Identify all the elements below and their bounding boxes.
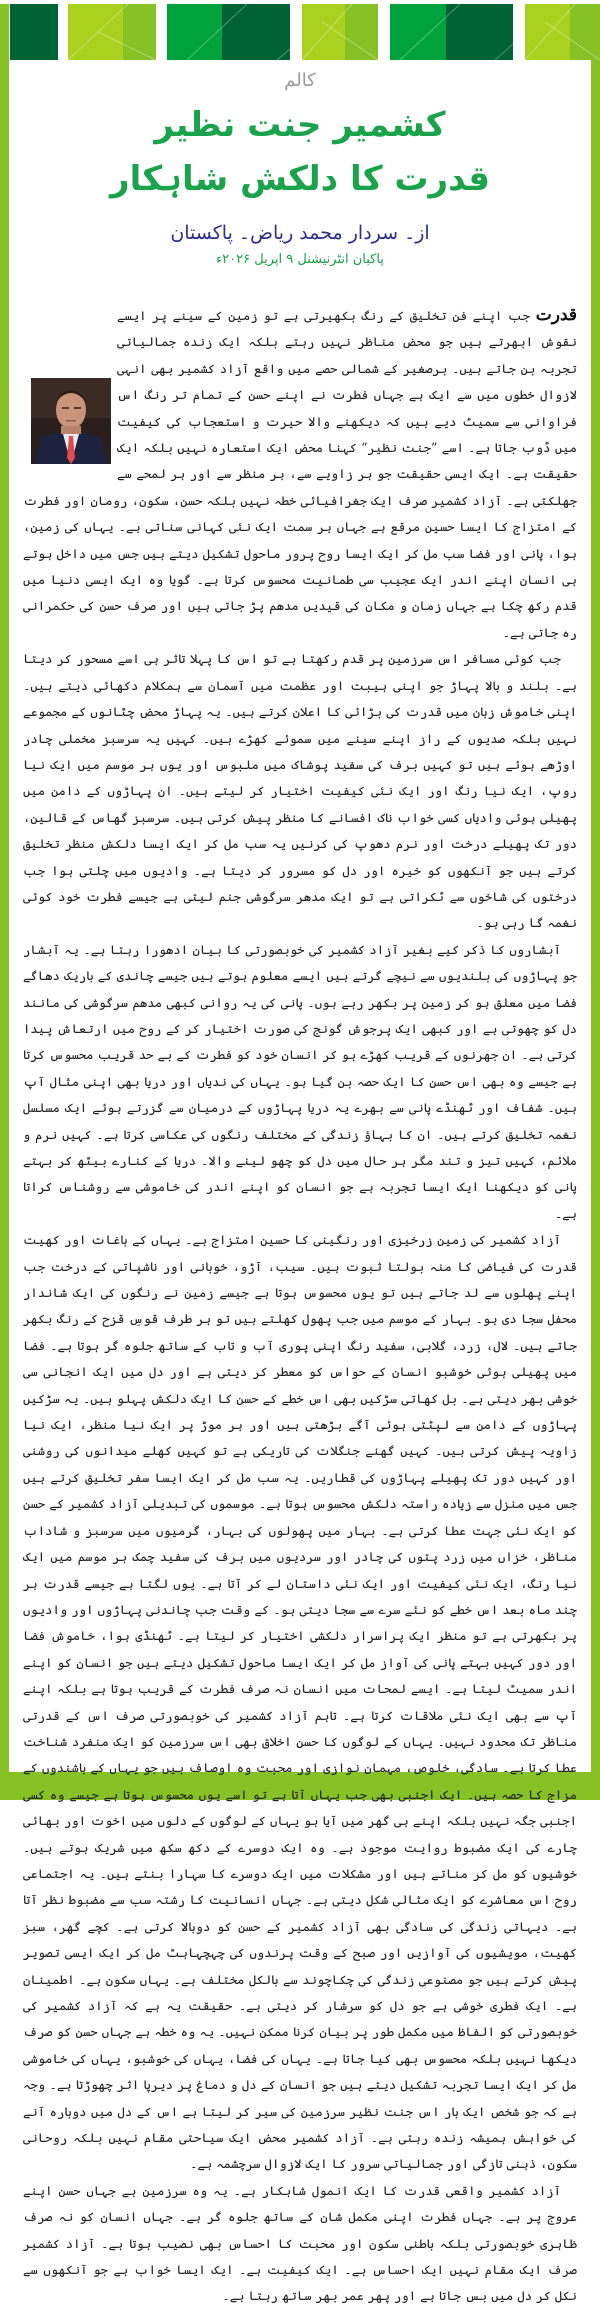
- frame-left-border: [0, 4, 9, 1780]
- article-paragraph: آزاد کشمیر واقعی قدرت کا ایک انمول شاہکار ہے۔ یہ وہ سرزمین ہے جہاں حسن اپنے عروج پر ہے۔ جہاں فطرت اپنی مکمل شان کے ساتھ جلوہ گر ہے۔ جہاں انسان کو نہ صرف ظاہری خوبصورتی بلکہ باطنی سکون اور محبت کا احساس بھی نصیب ہوتا ہے۔ آزاد کشمیر صرف ایک مقام نہیں ایک احساس ہے۔ ایک کیفیت ہے۔ ایک ایسا خواب ہے جو آنکھوں سے نکل کر دل میں بس جاتا ہے اور پھر عمر بھر ساتھ رہتا ہے۔: [23, 2182, 577, 2304]
- headline-line-1: کشمیر جنت نظیر: [154, 105, 446, 145]
- header-block-green: [390, 4, 513, 60]
- author-byline: از۔ سردار محمد ریاض۔ پاکستان: [170, 222, 430, 244]
- header-block-lime: [525, 4, 600, 60]
- author-portrait-icon: [31, 378, 111, 464]
- frame-right-border: [591, 60, 600, 1780]
- article-paragraph: جب کوئی مسافر اس سرزمین پر قدم رکھتا ہے تو اس کا پہلا تاثر ہی اسے مسحور کر دیتا ہے۔ بلند و بالا پہاڑ جو اپنی ہیبت اور عظمت میں آسمان سے ہمکلام دکھائی دیتے ہیں۔ اپنی خاموش زبان میں قدرت کی بڑائی کا اعلان کرتے ہیں۔ یہ پہاڑ محض چٹانوں کے مجموعے نہیں بلکہ صدیوں کے راز اپنے سینے میں سموئے کھڑے ہیں۔ کہیں یہ سرسبز مخملی چادر اوڑھے ہوئے ہیں تو کہیں برف کی سفید پوشاک میں ملبوس اور یوں ہر موسم میں ایک نیا روپ، ایک نیا رنگ اور ایک نئی کیفیت اختیار کر لیتے ہیں۔ ان پہاڑوں کے دامن میں پھیلی ہوئی وادیاں کسی خواب ناک افسانے کا منظر پیش کرتی ہیں۔ سرسبز گھاس کے قالین، دور تک پھیلے درخت اور نرم دھوپ کی کرنیں یہ سب مل کر ایک ایسا دلکش منظر تخلیق کرتے ہیں جو آنکھوں کو خیرہ اور دل کو مسرور کر دیتا ہے۔ وادیوں میں چلتی ہوا جب درختوں کی شاخوں سے ٹکراتی ہے تو ایک مدھر سرگوشی جنم لیتی ہے جیسے فطرت خود کوئی نغمہ گا رہی ہو۔: [23, 651, 577, 931]
- article-page: [9, 60, 591, 2304]
- header-block-lime: [302, 4, 378, 60]
- headline-line-2: قدرت کا دلکش شاہکار: [110, 159, 490, 199]
- author-photo: [31, 378, 111, 464]
- article-paragraph: آزاد کشمیر کی زمین زرخیزی اور رنگینی کا حسین امتزاج ہے۔ یہاں کے باغات اور کھیت قدرت کی فیاضی کا منہ بولتا ثبوت ہیں۔ سیب، آڑو، خوبانی اور ناشپاتی کے درخت جب اپنے پھلوں سے لد جاتے ہیں تو یوں محسوس ہوتا ہے جیسے زمین نے رنگوں کی ایک شاندار محفل سجا دی ہو۔ بہار کے موسم میں جب پھول کھلتے ہیں تو ہر طرف قوسِ قزح کے رنگ بکھر جاتے ہیں۔ لال، زرد، گلابی، سفید رنگ اپنی پوری آب و تاب کے ساتھ جلوہ گر ہوتا ہے۔ فضا میں پھیلی ہوئی خوشبو انسان کے حواس کو معطر کر دیتی ہے اور دل میں ایک انجانی سی خوشی بھر دیتی ہے۔ بل کھاتی سڑکیں بھی اس خطے کے حسن کا ایک دلکش پہلو ہیں۔ یہ سڑکیں پہاڑوں کے دامن سے لپٹتی ہوئی آگے بڑھتی ہیں اور ہر موڑ پر ایک نیا منظر، ایک نیا زاویہ پیش کرتی ہیں۔ کہیں گھنے جنگلات کی تاریکی ہے تو کہیں کھلے میدانوں کی روشنی اور کہیں دور تک پھیلے پہاڑوں کی قطاریں۔ یہ سب مل کر ایک ایسا سفر تخلیق کرتے ہیں جس میں منزل سے زیادہ راستہ دلکش محسوس ہوتا ہے۔ موسموں کی تبدیلی آزاد کشمیر کے حسن کو ایک نئی جہت عطا کرتی ہے۔ بہار میں پھولوں کی بہار، گرمیوں میں سرسبز و شاداب مناظر، خزاں میں زرد پتوں کی چادر اور سردیوں میں برف کی سفید چمک ہر موسم میں ایک نیا رنگ، ایک نئی کیفیت اور ایک نئی داستان لے کر آتا ہے۔ یوں لگتا ہے جیسے قدرت ہر چند ماہ بعد اس خطے کو نئے سرے سے سجا دیتی ہو۔ کے وقت جب چاندنی پہاڑوں اور وادیوں پر بکھرتی ہے تو منظر ایک پراسرار دلکشی اختیار کر لیتا ہے۔ ٹھنڈی ہوا، خاموش فضا اور دور کہیں بہتے پانی کی آواز مل کر ایک ایسا ماحول تشکیل دیتے ہیں جو انسان کو اپنے اندر سمیٹ لیتا ہے۔ ایسے لمحات میں انسان نہ صرف فطرت کے قریب ہوتا ہے بلکہ اپنے آپ سے بھی ایک نئی ملاقات کرتا ہے۔ تاہم آزاد کشمیر کی خوبصورتی صرف اس کے قدرتی مناظر تک محدود نہیں۔ یہاں کے لوگوں کا حسنِ اخلاق بھی اس سرزمین کو ایک منفرد شناخت عطا کرتا ہے۔ سادگی، خلوص، مہمان نوازی اور محبت وہ اوصاف ہیں جو یہاں کے باشندوں کے مزاج کا حصہ ہیں۔ ایک اجنبی بھی جب یہاں آتا ہے تو اسے یوں محسوس ہوتا ہے جیسے وہ کسی اجنبی جگہ نہیں بلکہ اپنے ہی گھر میں آیا ہو یہاں کے لوگوں کے دلوں میں اخوت اور بھائی چارے کی ایک مضبوط روایت موجود ہے۔ وہ ایک دوسرے کے دکھ سکھ میں شریک ہوتے ہیں۔ خوشیوں کو مل کر مناتے ہیں اور مشکلات میں ایک دوسرے کا سہارا بنتے ہیں۔ یہ اجتماعی روح اس معاشرے کو ایک مثالی شکل دیتی ہے۔ جہاں انسانیت کا رشتہ سب سے مضبوط نظر آتا ہے۔ دیہاتی زندگی کی سادگی بھی آزاد کشمیر کے حسن کو دوبالا کرتی ہے۔ کچے گھر، سبز کھیت، مویشیوں کی آوازیں اور صبح کے وقت پرندوں کی چہچہاہٹ مل کر ایک ایسی تصویر پیش کرتے ہیں جو مصنوعی زندگی کی چکاچوند سے بالکل مختلف ہے۔ یہاں سکون ہے۔ اطمینان ہے۔ ایک فطری خوشی ہے جو دل کو سرشار کر دیتی ہے۔ حقیقت یہ ہے کہ آزاد کشمیر کی خوبصورتی کو الفاظ میں مکمل طور پر بیان کرنا ممکن نہیں۔ یہ وہ خطہ ہے جہاں حسن کو صرف دیکھا نہیں بلکہ محسوس بھی کیا جاتا ہے۔ یہاں کی فضا، یہاں کی خوشبو، یہاں کی خاموشی مل کر ایک ایسا تجربہ تشکیل دیتے ہیں جو انسان کے دل و دماغ پر دیرپا اثر چھوڑتا ہے۔ وجہ ہے کہ جو شخص ایک بار اس جنت نظیر سرزمین کی سیر کر لیتا ہے اس کے دل میں دوبارہ آنے کی خواہش ہمیشہ زندہ رہتی ہے۔ آزاد کشمیر محض ایک سیاحتی مقام نہیں بلکہ روحانی سکون، ذہنی تازگی اور جمالیاتی سرور کا ایک لازوال سرچشمہ ہے۔: [23, 1232, 577, 2172]
- column-category-label: کالم: [284, 70, 316, 91]
- article-body: [23, 302, 577, 2310]
- article-paragraph: قدرت جب اپنے فنِ تخلیق کے رنگ بکھیرتی ہے تو زمین کے سینے پر ایسے نقوش ابھرتے ہیں جو محض مناظر نہیں رہتے بلکہ ایک زندہ جمالیاتی تجربہ بن جاتے ہیں۔ برصغیر کے شمالی حصے میں واقع آزاد کشمیر بھی انہی لازوال خطوں میں سے ایک ہے جہاں فطرت نے اپنے حسن کے تمام تر رنگ اس فراوانی سے سمیٹ دیے ہیں کہ دیکھنے والا حیرت و استعجاب کی کیفیت میں ڈوب جاتا ہے۔ اسے ”جنت نظیر“ کہنا محض ایک استعارہ نہیں بلکہ ایک حقیقت ہے۔ ایک ایسی حقیقت جو ہر زاویے سے، ہر منظر سے اور ہر لمحے سے جھلکتی ہے۔ آزاد کشمیر صرف ایک جغرافیائی خطہ نہیں بلکہ حسن، سکون، رومان اور فطرت کے امتزاج کا ایسا حسین مرقع ہے جہاں ہر سمت ایک نئی کہانی سناتی ہے۔ یہاں کی زمین، ہوا، پانی اور فضا سب مل کر ایک ایسا روح پرور ماحول تشکیل دیتے ہیں جس میں داخل ہوتے ہی انسان اپنے اندر ایک عجیب سی طمانیت محسوس کرتا ہے۔ گویا وہ ایک ایسی دنیا میں قدم رکھ چکا ہے جہاں زمان و مکان کی قیدیں مدھم پڑ جاتی ہیں اور صرف حسن کی حکمرانی رہ جاتی ہے۔: [23, 305, 577, 640]
- article-paragraph: آبشاروں کا ذکر کیے بغیر آزاد کشمیر کی خوبصورتی کا بیان ادھورا رہتا ہے۔ یہ آبشار جو پہاڑوں کی بلندیوں سے نیچے گرتے ہیں ایسے معلوم ہوتے ہیں جیسے چاندی کے باریک دھاگے فضا میں معلق ہو کر زمین پر بکھر رہے ہوں۔ پانی کی یہ روانی کبھی مدھم سرگوشی کی مانند دل کو چھوتی ہے اور کبھی ایک پرجوش گونج کی صورت اختیار کر کے روح میں ارتعاش پیدا کرتی ہے۔ ان جھرنوں کے قریب کھڑے ہو کر انسان خود کو فطرت کے بے حد قریب محسوس کرتا ہے جیسے وہ بھی اس حسن کا ایک حصہ بن گیا ہو۔ یہاں کی ندیاں اور دریا بھی اپنی مثال آپ ہیں۔ شفاف اور ٹھنڈے پانی سے بھرے یہ دریا پہاڑوں کے درمیان سے گزرتے ہوئے ایک مسلسل نغمہ تخلیق کرتے ہیں۔ ان کا بہاؤ زندگی کے مختلف رنگوں کی عکاسی کرتا ہے۔ کہیں نرم و ملائم، کہیں تیز و تند مگر ہر حال میں دل کو چھو لینے والا۔ دریا کے کنارے بیٹھ کر بہتے پانی کو دیکھنا ایک ایسا تجربہ ہے جو انسان کو اپنے اندر کی خاموشی سے روشناس کراتا ہے۔: [23, 941, 577, 1221]
- header-block-green: [167, 4, 290, 60]
- header-block-dark: [10, 4, 58, 60]
- header-block-lime: [68, 4, 156, 60]
- publication-dateline: پاکبان انٹرنیشنل ۹ اپریل ۲۰۲۶ء: [216, 252, 384, 267]
- lead-word: قدرت: [535, 305, 577, 325]
